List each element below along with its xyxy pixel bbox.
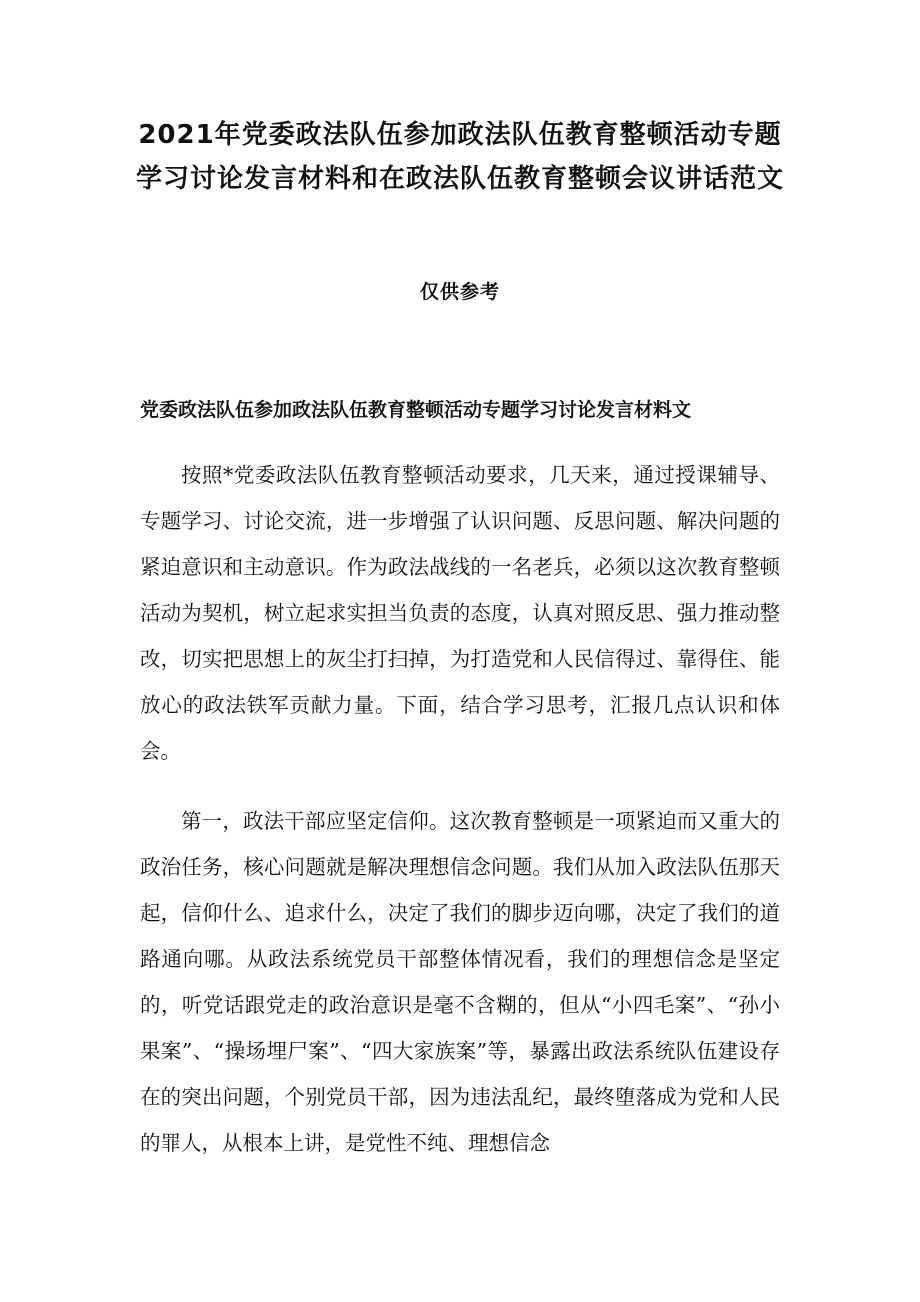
- body-paragraph-1: 按照*党委政法队伍教育整顿活动要求，几天来，通过授课辅导、专题学习、讨论交流，进一步增强了认识问题、反思问题、解决问题的紧迫意识和主动意识。作为政法战线的一名老兵，必须以这次教育整顿活动为契机，树立起求实担当负责的态度，认真对照反思、强力推动整改，切实把思想上的灰尘打扫掉，为打造党和人民信得过、靠得住、能放心的政法铁军贡献力量。下面，结合学习思考，汇报几点认识和体会。: [140, 463, 780, 763]
- document-subtitle: 仅供参考: [419, 281, 500, 303]
- document-title: 2021年党委政法队伍参加政法队伍教育整顿活动专题学习讨论发言材料和在政法队伍教育整顿会议讲话范文: [135, 120, 784, 194]
- section-heading: 党委政法队伍参加政法队伍教育整顿活动专题学习讨论发言材料文: [140, 399, 692, 421]
- body-paragraph-2: 第一，政法干部应坚定信仰。这次教育整顿是一项紧迫而又重大的政治任务，核心问题就是解决理想信念问题。我们从加入政法队伍那天起，信仰什么、追求什么，决定了我们的脚步迈向哪，决定了我们的道路通向哪。从政法系统党员干部整体情况看，我们的理想信念是坚定的，听党话跟党走的政治意识是毫不含糊的，但从“小四毛案”、“孙小果案”、“操场埋尸案”、“四大家族案”等，暴露出政法系统队伍建设存在的突出问题，个别党员干部，因为违法乱纪，最终堕落成为党和人民的罪人，从根本上讲，是党性不纯、理想信念: [140, 809, 780, 1155]
